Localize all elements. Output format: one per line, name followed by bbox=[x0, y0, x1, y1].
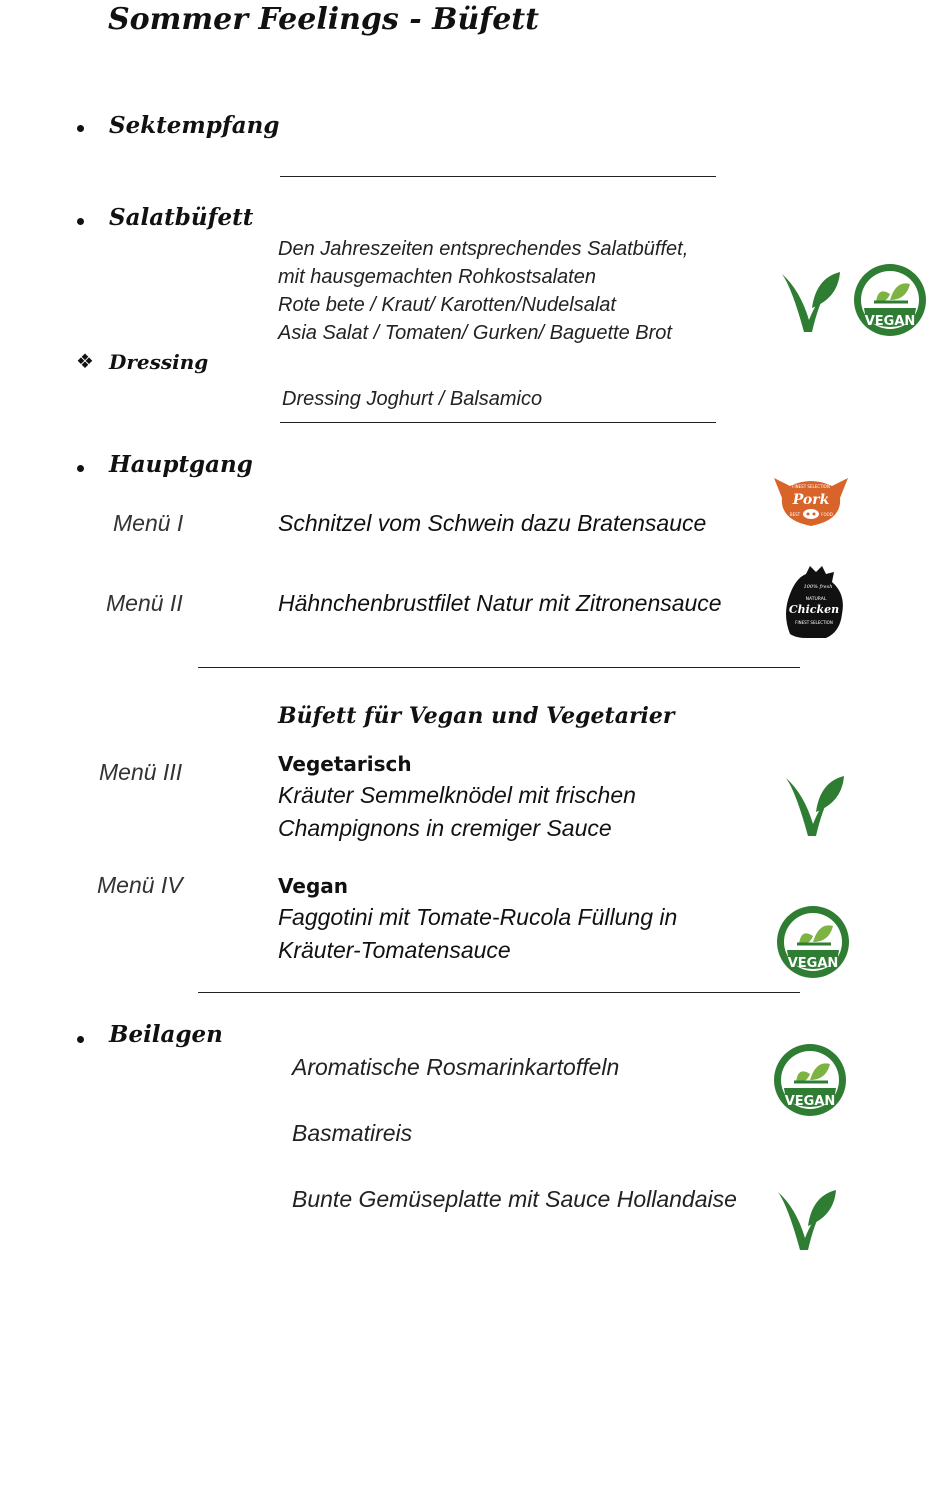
chicken-badge-icon bbox=[776, 564, 848, 642]
chicken-badge-mid: NATURAL bbox=[805, 597, 827, 602]
vegan-badge-icon bbox=[775, 904, 851, 980]
pork-badge-main: Pork bbox=[792, 492, 830, 508]
salat-line: Den Jahreszeiten entsprechendes Salatbüffet, bbox=[278, 238, 689, 260]
divider bbox=[280, 176, 716, 177]
bullet bbox=[77, 125, 84, 132]
menu-label: Menü IV bbox=[97, 872, 183, 898]
vegan-badge-text: VEGAN bbox=[864, 314, 916, 329]
vegan-badge-text: VEGAN bbox=[787, 956, 839, 971]
menu-dish: Kräuter Semmelknödel mit frischen bbox=[278, 782, 636, 808]
menu-type-label: Vegetarisch bbox=[278, 752, 412, 776]
bullet bbox=[77, 218, 84, 225]
vegan-badge-icon bbox=[772, 1042, 848, 1118]
diamond-bullet-icon: ❖ bbox=[76, 349, 94, 373]
menu-label: Menü II bbox=[106, 590, 183, 616]
menu-label: Menü III bbox=[99, 759, 183, 785]
vegetarian-v-icon bbox=[782, 772, 848, 840]
chicken-badge-main: Chicken bbox=[788, 603, 840, 616]
salat-line: Rote bete / Kraut/ Karotten/Nudelsalat bbox=[278, 294, 616, 316]
pork-badge-icon bbox=[770, 472, 852, 530]
chicken-badge-top: 100% fresh bbox=[803, 584, 833, 590]
divider bbox=[198, 992, 800, 993]
menu-dish: Kräuter-Tomatensauce bbox=[278, 937, 511, 963]
menu-dish: Champignons in cremiger Sauce bbox=[278, 815, 612, 841]
dressing-text: Dressing Joghurt / Balsamico bbox=[282, 388, 543, 410]
side-dish: Bunte Gemüseplatte mit Sauce Hollandaise bbox=[292, 1186, 737, 1212]
bullet bbox=[77, 465, 84, 472]
section-dressing: Dressing bbox=[109, 350, 209, 374]
side-dish: Basmatireis bbox=[292, 1120, 413, 1146]
vegan-badge-text: VEGAN bbox=[784, 1094, 836, 1109]
salat-line: Asia Salat / Tomaten/ Gurken/ Baguette Brot bbox=[278, 322, 672, 344]
section-hauptgang: Hauptgang bbox=[109, 451, 253, 478]
bullet bbox=[77, 1036, 84, 1043]
vegan-buffet-heading: Büfett für Vegan und Vegetarier bbox=[278, 703, 675, 729]
vegetarian-v-icon bbox=[774, 1186, 840, 1254]
section-sektempfang: Sektempfang bbox=[109, 112, 280, 139]
page-title: Sommer Feelings - Büfett bbox=[108, 2, 540, 37]
divider bbox=[198, 667, 800, 668]
chicken-badge-bottom: FINEST SELECTION bbox=[795, 620, 833, 625]
menu-type-label: Vegan bbox=[278, 874, 348, 898]
section-salatbuefett: Salatbüfett bbox=[109, 204, 254, 231]
pork-badge-right: FOOD bbox=[821, 512, 833, 517]
vegetarian-v-icon bbox=[778, 268, 844, 336]
menu-dish: Faggotini mit Tomate-Rucola Füllung in bbox=[278, 904, 678, 930]
divider bbox=[280, 422, 716, 423]
menu-dish: Hähnchenbrustfilet Natur mit Zitronensauce bbox=[278, 590, 722, 616]
pork-badge-top: FINEST SELECTION bbox=[792, 484, 830, 489]
salat-line: mit hausgemachten Rohkostsalaten bbox=[278, 266, 596, 288]
section-beilagen: Beilagen bbox=[109, 1021, 223, 1048]
menu-label: Menü I bbox=[113, 510, 184, 536]
pork-badge-left: BEST bbox=[789, 512, 801, 517]
vegan-badge-icon bbox=[852, 262, 928, 338]
menu-dish: Schnitzel vom Schwein dazu Bratensauce bbox=[278, 510, 707, 536]
side-dish: Aromatische Rosmarinkartoffeln bbox=[292, 1054, 620, 1080]
